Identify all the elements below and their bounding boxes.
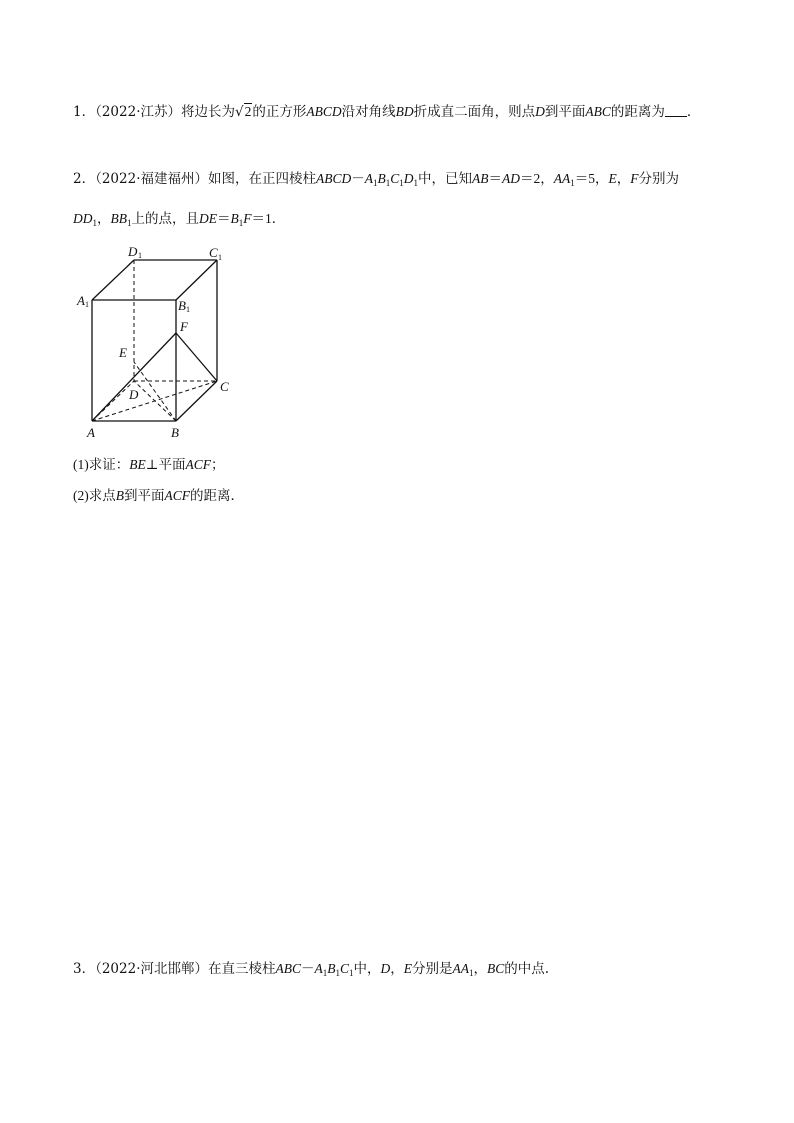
label-D1-sub: 1 xyxy=(138,251,142,260)
q2-text: ， xyxy=(616,171,631,187)
q2-math: BE xyxy=(129,457,146,472)
q2-math: B xyxy=(230,211,239,226)
q2-text: 平面 xyxy=(158,457,186,473)
q3-math: BC xyxy=(487,961,505,976)
q2-math: 1 xyxy=(265,211,272,226)
q2-math: ＝ xyxy=(217,211,231,226)
q2-sub: 1 xyxy=(385,178,391,188)
label-D1: D xyxy=(128,244,138,259)
q2-math: C xyxy=(390,171,400,186)
q2-math: A xyxy=(364,171,373,186)
q3-math: － xyxy=(301,961,315,976)
edge-F-C xyxy=(176,333,217,381)
q2-sub: 1 xyxy=(570,178,575,188)
q2-number: 2． xyxy=(73,171,96,187)
perp-symbol: ⊥ xyxy=(145,457,159,472)
q2-text: 如图，在正四棱柱 xyxy=(208,171,316,187)
q3-sub: 1 xyxy=(349,968,354,978)
q1-text: 的正方形 xyxy=(252,104,307,120)
q2-text: ； xyxy=(210,457,225,473)
q3-number: 3． xyxy=(73,961,96,977)
q2-math: ＝ xyxy=(488,171,503,186)
q2-part-2 xyxy=(73,487,244,505)
label-D: D xyxy=(129,387,139,402)
q3-text: ， xyxy=(390,961,404,977)
q2-sub: 1 xyxy=(373,178,378,188)
q3-math: E xyxy=(403,961,413,976)
label-C: C xyxy=(220,379,229,394)
q2-math: BB xyxy=(110,211,127,226)
q1-radicand: 2 xyxy=(244,104,252,119)
q3-math: C xyxy=(340,961,350,976)
q2-text: ， xyxy=(595,171,609,187)
q2-sub: 1 xyxy=(399,178,404,188)
q2-math: AD xyxy=(502,171,521,186)
q2-text: 分别为 xyxy=(638,171,680,187)
label-B1-sub: 1 xyxy=(186,305,190,314)
hidden-A-D xyxy=(92,381,134,421)
q3-math: A xyxy=(314,961,323,976)
q2-math: D xyxy=(403,171,414,186)
q2-math: 2 xyxy=(533,171,541,186)
q2-math: E xyxy=(608,171,617,186)
q2-text: 上的点，且 xyxy=(131,211,199,227)
q1-math: ABCD xyxy=(306,104,342,119)
question-2-cont xyxy=(73,210,285,228)
q2-math: F xyxy=(630,171,639,186)
q3-text: ， xyxy=(473,961,488,977)
question-2 xyxy=(73,170,679,188)
question-3 xyxy=(73,960,549,978)
label-A1: A xyxy=(77,293,85,308)
label-C1-sub: 1 xyxy=(218,253,222,262)
q2-math: ABCD xyxy=(316,171,352,186)
label-A: A xyxy=(87,425,95,440)
q3-math: B xyxy=(327,961,336,976)
q3-sub: 1 xyxy=(322,968,328,978)
q3-source: （2022·河北邯郸） xyxy=(95,961,208,977)
edge-B-C xyxy=(176,381,217,421)
q3-math: AA xyxy=(452,961,470,976)
q2-math: ACF xyxy=(185,457,211,472)
part-number: (1) xyxy=(73,457,89,472)
q2-math: DD xyxy=(73,211,93,226)
label-E: E xyxy=(119,345,127,360)
q2-text: 到平面 xyxy=(124,488,165,504)
q2-sub: 1 xyxy=(238,218,244,228)
q2-math: ＝ xyxy=(574,171,589,186)
q2-math: ＝ xyxy=(520,171,534,186)
label-B: B xyxy=(171,425,179,440)
q1-text: ． xyxy=(686,104,701,120)
q2-sub: 1 xyxy=(127,218,132,228)
q3-math: D xyxy=(380,961,391,976)
q2-part-1 xyxy=(73,456,224,474)
q3-text: 的中点. xyxy=(504,961,550,977)
label-A1-sub: 1 xyxy=(85,300,89,309)
q3-text: 分别是 xyxy=(412,961,453,977)
question-1 xyxy=(73,103,700,121)
q2-source: （2022·福建福州） xyxy=(95,171,208,187)
q2-text: ， xyxy=(97,211,111,227)
q2-text: 中，已知 xyxy=(418,171,473,187)
edge-B1-C1 xyxy=(176,260,217,300)
prism-figure xyxy=(72,244,242,442)
q1-text: 折成直二面角，则点 xyxy=(413,104,536,120)
q3-text: 在直三棱柱 xyxy=(208,961,276,977)
q3-text: 中， xyxy=(353,961,381,977)
q1-math: D xyxy=(535,104,545,119)
edge-A1-D1 xyxy=(92,260,134,300)
q2-math: B xyxy=(115,488,124,503)
q2-text: ， xyxy=(540,171,554,187)
q2-math: DE xyxy=(199,211,217,226)
q3-math: ABC xyxy=(275,961,301,976)
label-C1: C xyxy=(209,245,218,260)
q1-number: 1． xyxy=(73,104,96,120)
q2-text: 求点 xyxy=(88,488,116,504)
q2-text: 求证： xyxy=(88,457,130,473)
q2-math: 5 xyxy=(588,171,596,186)
q1-math: BD xyxy=(395,104,414,119)
q2-math: B xyxy=(377,171,386,186)
label-F: F xyxy=(180,319,188,334)
q1-text: 到平面 xyxy=(544,104,586,120)
q1-text: 将边长为 xyxy=(181,104,235,120)
q2-sub: 1 xyxy=(92,218,97,228)
sqrt-symbol: √2 xyxy=(235,104,252,120)
part-number: (2) xyxy=(73,488,89,503)
q1-text: 沿对角线 xyxy=(341,104,396,120)
q2-math: ＝ xyxy=(251,211,265,226)
q2-math: AA xyxy=(553,171,571,186)
q1-source: （2022·江苏） xyxy=(95,104,181,120)
q2-text: 的距离． xyxy=(190,488,244,504)
q1-math: ABC xyxy=(585,104,611,119)
hidden-B-D xyxy=(134,381,176,421)
q2-math: － xyxy=(351,171,365,186)
q3-sub: 1 xyxy=(469,968,474,978)
q1-text: 的距离为 xyxy=(610,104,665,120)
q2-math: ACF xyxy=(164,488,190,503)
q2-text: ． xyxy=(271,211,286,227)
q3-sub: 1 xyxy=(335,968,340,978)
q2-math: AB xyxy=(472,171,489,186)
q2-sub: 1 xyxy=(413,178,419,188)
label-B1: B xyxy=(178,298,186,313)
answer-blank[interactable] xyxy=(665,104,687,117)
q2-math: F xyxy=(243,211,252,226)
